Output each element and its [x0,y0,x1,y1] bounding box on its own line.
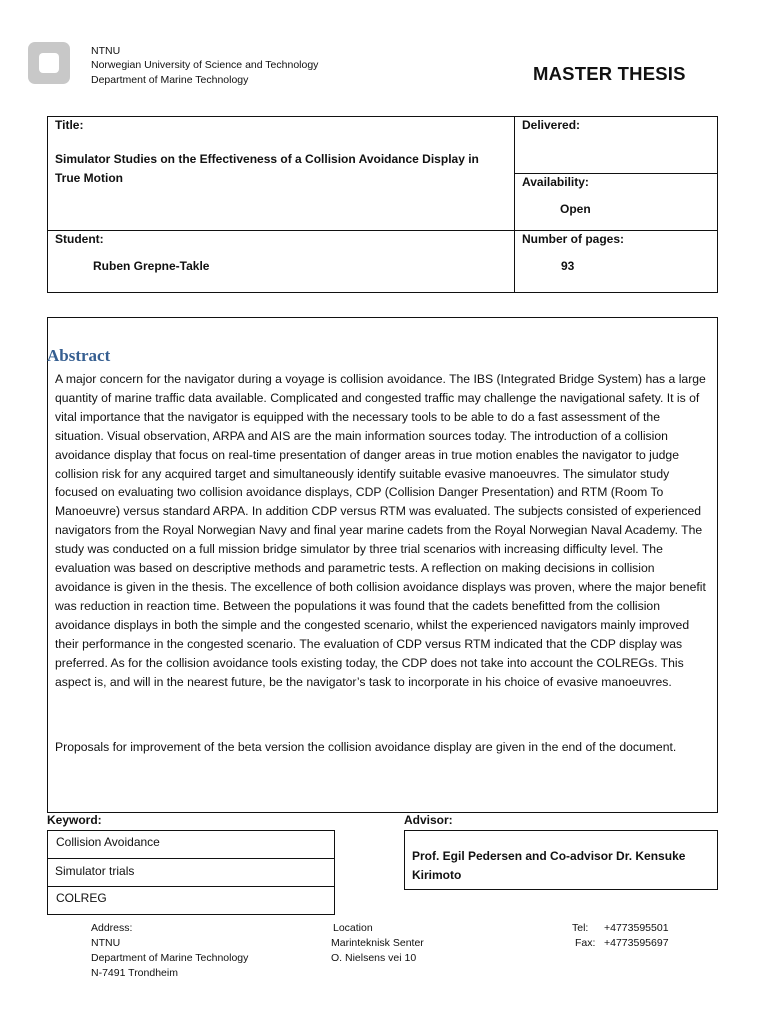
department: Department of Marine Technology [91,74,249,86]
delivered-label: Delivered: [522,118,581,132]
doc-type-title: MASTER THESIS [533,63,686,84]
info-table-divider [514,116,515,293]
address-line: NTNU [91,937,121,949]
institution-short: NTNU [91,45,121,57]
title-label: Title: [55,118,84,132]
keyword-item: Collision Avoidance [56,835,160,849]
keyword-item: COLREG [56,891,107,905]
ntnu-logo [28,42,70,84]
tel-value: +4773595501 [604,922,669,934]
pages-value: 93 [561,259,575,273]
abstract-paragraph-1: A major concern for the navigator during a voyage is collision avoidance. The IBS (Integrated Bridge System) has a large quantity of marine traffic data available. Complicated and congested traffic may challenge the navigational safety. It is of vital importance that the navigator is equipped with the necessary tools to be able to do a fast assessment of the situation. Visual observation, ARPA and AIS are the main information sources today. The introduction of a collision avoidance display that focus on real-time presentation of danger areas in true motion enables the navigator to judge collision risk for any acquired target and simultaneously identify suitable evasive manoeuvres. The simulator study focused on evaluating two collision avoidance displays, CDP (Collision Danger Presentation) and RTM (Room To Manoeuvre) versus standard ARPA. In addition CDP versus RTM was evaluated. The subjects consisted of experienced navigators from the Royal Norwegian Navy and final year marine cadets from the Royal Norwegian Naval Academy. The study was conducted on a full mission bridge simulator by three trial scenarios with increasing difficulty level. The evaluation was based on descriptive methods and parametric tests. A reflection on making decisions in collision avoidance is given in the thesis. The excellence of both collision avoidance displays was proven, where the major benefit was reduction in reaction time. Between the populations it was found that the cadets benefitted from the collision avoidance displays in both the simple and the congested scenario, whilst the experienced navigators mainly improved their performance in the congested scenario. The evaluation of CDP versus RTM indicated that the CDP display was preferred. As for the collision avoidance tools existing today, the CDP does not take into account the COLREGs. This aspect is, and will in the nearest future, be the navigator’s task to incorporate in his choice of evasive manoeuvres. [55,372,706,689]
logo-mark [39,53,59,73]
keyword-item: Simulator trials [55,864,135,878]
fax-label: Fax: [575,937,596,949]
abstract-heading: Abstract [47,346,111,365]
student-label: Student: [55,232,104,246]
pages-label: Number of pages: [522,232,625,246]
keyword-row-line [47,858,335,859]
keyword-label: Keyword: [47,813,102,827]
fax-value: +4773595697 [604,937,669,949]
keyword-row-line [47,886,335,887]
institution-full: Norwegian University of Science and Technology [91,59,319,71]
availability-label: Availability: [522,175,589,189]
title-value: Simulator Studies on the Effectiveness of a Collision Avoidance Display in True Motion [55,152,479,185]
location-line: Marinteknisk Senter [331,937,424,949]
footer-address [91,921,248,981]
address-line: N-7491 Trondheim [91,967,178,979]
address-line: Department of Marine Technology [91,952,249,964]
info-table-row-line [47,230,718,231]
student-value: Ruben Grepne-Takle [93,259,210,273]
advisor-value: Prof. Egil Pedersen and Co-advisor Dr. Kensuke Kirimoto [412,849,686,882]
footer-location [331,921,424,966]
advisor-label: Advisor: [404,813,453,827]
location-label: Location [333,922,373,934]
availability-value: Open [560,202,591,216]
address-label: Address: [91,922,133,934]
tel-label: Tel: [572,922,589,934]
abstract-paragraph-2: Proposals for improvement of the beta version the collision avoidance display are given in the end of the document. [55,740,677,754]
info-table-cell-line [514,173,718,174]
location-line: O. Nielsens vei 10 [331,952,417,964]
